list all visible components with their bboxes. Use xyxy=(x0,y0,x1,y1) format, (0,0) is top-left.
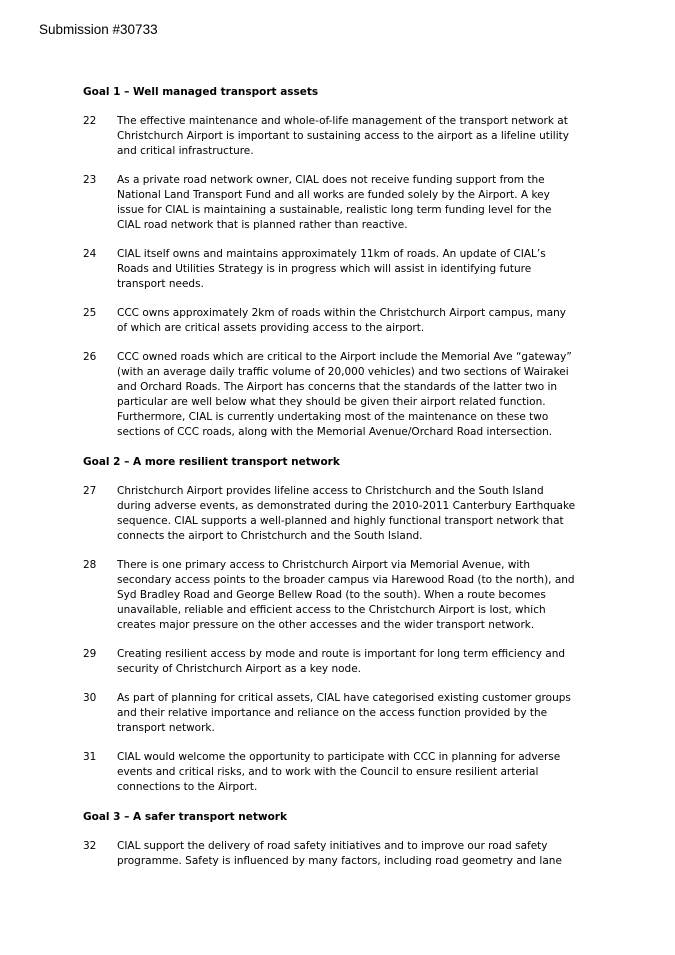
paragraph-line: connections to the Airport. xyxy=(117,781,258,793)
paragraph-number: 28 xyxy=(83,559,97,571)
numbered-paragraph xyxy=(83,750,595,795)
paragraph-line: unavailable, reliable and efficient access to the Christchurch Airport is lost, which xyxy=(117,604,546,616)
paragraph-line: transport needs. xyxy=(117,278,204,290)
paragraph-line: Christchurch Airport provides lifeline access to Christchurch and the South Island xyxy=(117,485,544,497)
paragraph-number: 32 xyxy=(83,840,97,852)
paragraph-line: security of Christchurch Airport as a key node. xyxy=(117,663,362,675)
paragraph-line: events and critical risks, and to work with the Council to ensure resilient arterial xyxy=(117,766,539,778)
paragraph-line: transport network. xyxy=(117,722,215,734)
goal-heading: Goal 3 – A safer transport network xyxy=(83,811,287,823)
paragraph-number: 29 xyxy=(83,648,97,660)
paragraph-line: Christchurch Airport is important to sustaining access to the airport as a lifeline utility xyxy=(117,130,569,142)
numbered-paragraph xyxy=(83,306,595,336)
numbered-paragraph xyxy=(83,173,595,233)
numbered-paragraph xyxy=(83,247,595,292)
paragraph-line: CIAL would welcome the opportunity to participate with CCC in planning for adverse xyxy=(117,751,561,763)
paragraph-text xyxy=(117,750,595,795)
paragraph-line: during adverse events, as demonstrated during the 2010-2011 Canterbury Earthquake xyxy=(117,500,576,512)
paragraph-line: The effective maintenance and whole-of-life management of the transport network at xyxy=(117,115,568,127)
paragraph-number: 22 xyxy=(83,115,97,127)
paragraph-line: As part of planning for critical assets, CIAL have categorised existing customer groups xyxy=(117,692,571,704)
paragraph-line: connects the airport to Christchurch and the South Island. xyxy=(117,530,423,542)
numbered-paragraph xyxy=(83,484,595,544)
submission-header: Submission #30733 xyxy=(39,22,158,37)
paragraph-number: 23 xyxy=(83,174,97,186)
goal-heading: Goal 2 – A more resilient transport network xyxy=(83,456,340,468)
paragraph-text xyxy=(117,306,595,336)
paragraph-text xyxy=(117,484,595,544)
numbered-paragraph xyxy=(83,647,595,677)
paragraph-line: Roads and Utilities Strategy is in progress which will assist in identifying future xyxy=(117,263,532,275)
paragraph-number: 25 xyxy=(83,307,97,319)
paragraph-text xyxy=(117,839,595,869)
paragraph-text xyxy=(117,350,595,440)
paragraph-line: and critical infrastructure. xyxy=(117,145,254,157)
paragraph-number: 31 xyxy=(83,751,97,763)
paragraph-line: and Orchard Roads. The Airport has concerns that the standards of the latter two in xyxy=(117,381,558,393)
paragraph-line: (with an average daily traffic volume of 20,000 vehicles) and two sections of Wairakei xyxy=(117,366,569,378)
paragraph-text xyxy=(117,647,595,677)
paragraph-line: CIAL road network that is planned rather than reactive. xyxy=(117,219,408,231)
paragraph-line: There is one primary access to Christchurch Airport via Memorial Avenue, with xyxy=(117,559,531,571)
paragraph-line: CCC owns approximately 2km of roads within the Christchurch Airport campus, many xyxy=(117,307,567,319)
numbered-paragraph xyxy=(83,839,595,869)
paragraph-line: National Land Transport Fund and all works are funded solely by the Airport. A key xyxy=(117,189,550,201)
numbered-paragraph xyxy=(83,558,595,633)
paragraph-line: creates major pressure on the other accesses and the wider transport network. xyxy=(117,619,535,631)
paragraph-number: 26 xyxy=(83,351,97,363)
paragraph-line: programme. Safety is influenced by many factors, including road geometry and lane xyxy=(117,855,562,867)
paragraph-text xyxy=(117,247,595,292)
paragraph-line: CIAL support the delivery of road safety initiatives and to improve our road safety xyxy=(117,840,548,852)
numbered-paragraph xyxy=(83,114,595,159)
paragraph-line: and their relative importance and reliance on the access function provided by the xyxy=(117,707,548,719)
paragraph-number: 24 xyxy=(83,248,97,260)
paragraph-text xyxy=(117,691,595,736)
paragraph-line: of which are critical assets providing access to the airport. xyxy=(117,322,425,334)
paragraph-text xyxy=(117,558,595,633)
paragraph-text xyxy=(117,173,595,233)
paragraph-line: CCC owned roads which are critical to the Airport include the Memorial Ave “gateway” xyxy=(117,351,572,363)
paragraph-line: Creating resilient access by mode and route is important for long term efficiency and xyxy=(117,648,566,660)
goal-heading: Goal 1 – Well managed transport assets xyxy=(83,86,319,98)
paragraph-number: 27 xyxy=(83,485,97,497)
paragraph-text xyxy=(117,114,595,159)
paragraph-number: 30 xyxy=(83,692,97,704)
numbered-paragraph xyxy=(83,691,595,736)
paragraph-line: As a private road network owner, CIAL does not receive funding support from the xyxy=(117,174,545,186)
paragraph-line: issue for CIAL is maintaining a sustainable, realistic long term funding level for the xyxy=(117,204,552,216)
numbered-paragraph xyxy=(83,350,595,440)
document-body xyxy=(83,84,595,883)
paragraph-line: sections of CCC roads, along with the Memorial Avenue/Orchard Road intersection. xyxy=(117,426,553,438)
paragraph-line: sequence. CIAL supports a well-planned and highly functional transport network that xyxy=(117,515,564,527)
paragraph-line: CIAL itself owns and maintains approximately 11km of roads. An update of CIAL’s xyxy=(117,248,546,260)
paragraph-line: particular are well below what they should be given their airport related function. xyxy=(117,396,546,408)
paragraph-line: Syd Bradley Road and George Bellew Road (to the south). When a route becomes xyxy=(117,589,546,601)
paragraph-line: secondary access points to the broader campus via Harewood Road (to the north), and xyxy=(117,574,575,586)
paragraph-line: Furthermore, CIAL is currently undertaking most of the maintenance on these two xyxy=(117,411,549,423)
